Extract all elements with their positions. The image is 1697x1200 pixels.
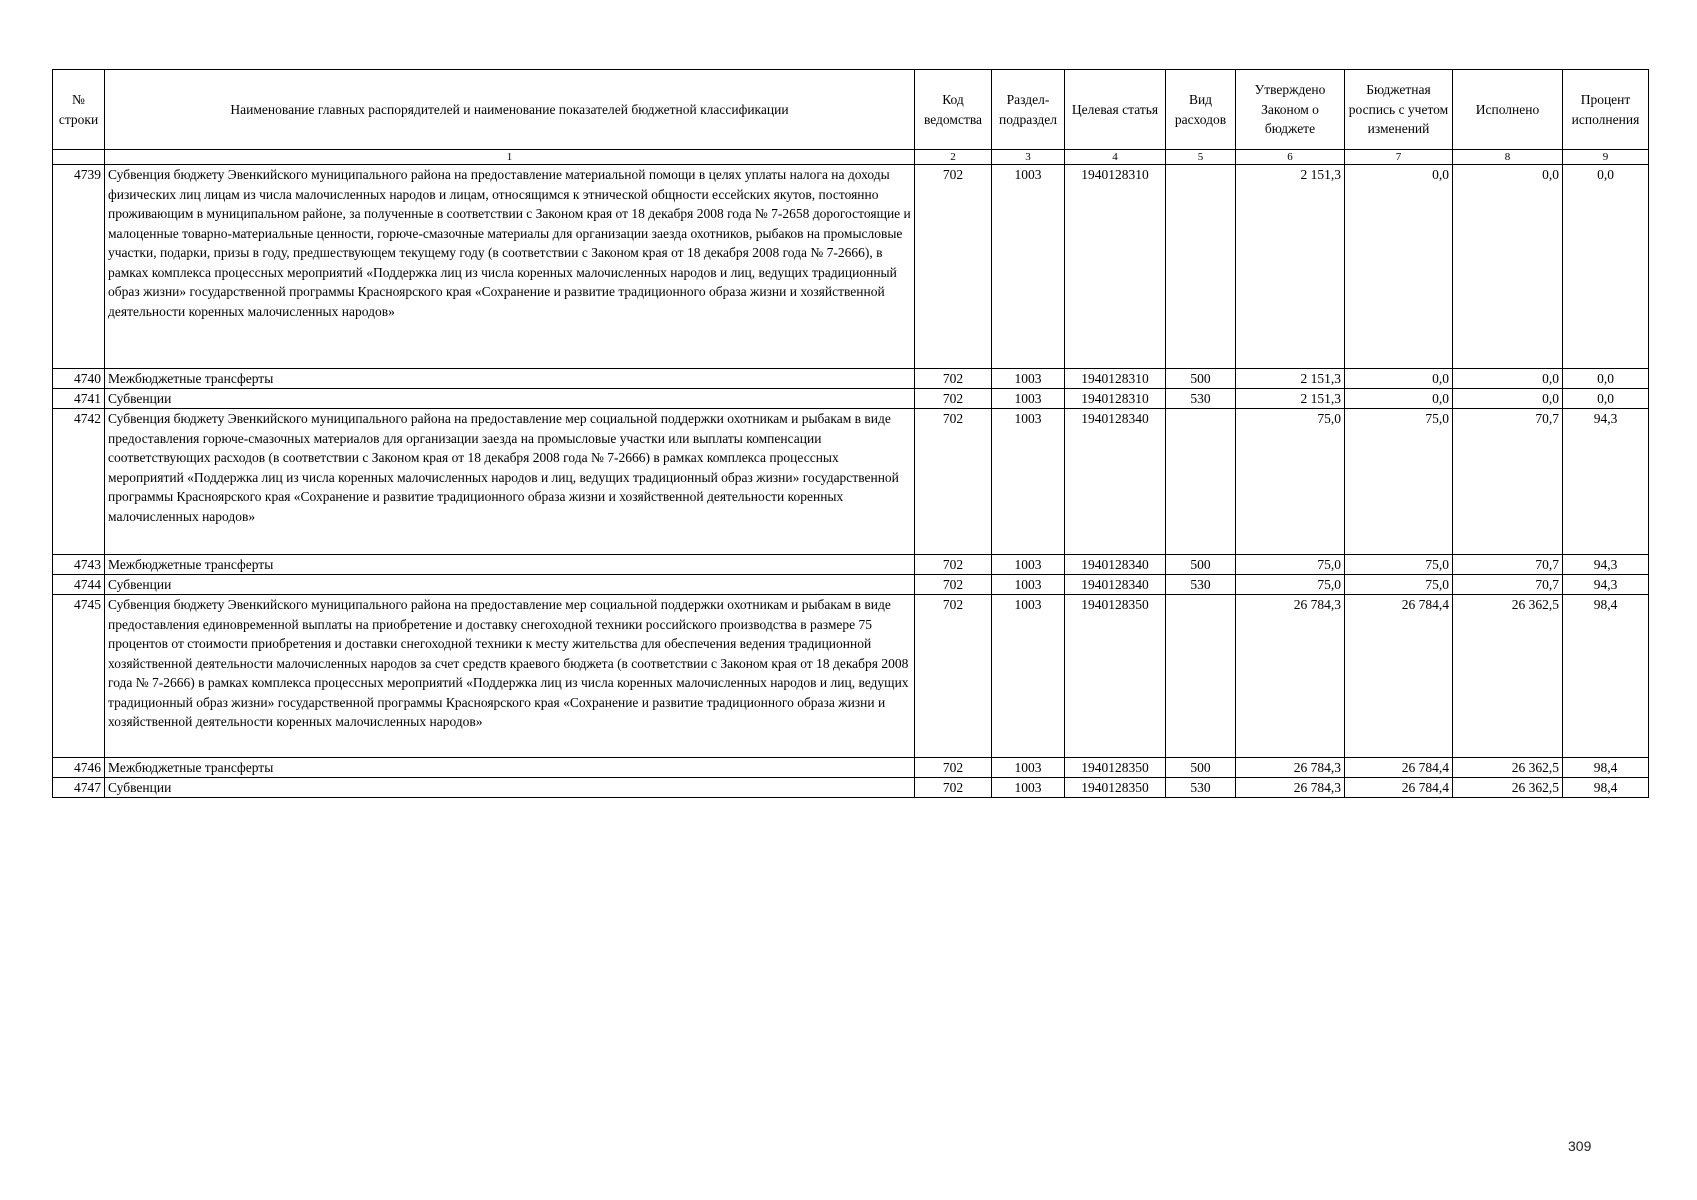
header-section: Раздел-подраздел: [992, 70, 1065, 150]
column-number: 1: [105, 150, 915, 165]
row-number: 4744: [53, 575, 105, 595]
executed-value: 0,0: [1453, 165, 1563, 369]
row-name: Межбюджетные трансферты: [105, 369, 915, 389]
row-name: Субвенция бюджету Эвенкийского муниципального района на предоставление материальной помощи в целях уплаты налога на доходы физических лиц лицам из числа малочисленных народов и лицам, относящимся к этнической общности ессейских якутов, постоянно проживающим в муниципальном районе, за полученные в соответствии с Законом края от 18 декабря 2008 года № 7-2658 дорогостоящие и малоценные товарно-материальные ценности, горюче-смазочные материалы для организации заезда охотников, рыбаков на промысловые участки, подарки, призы в году, предшествующем текущему году (в соответствии с Законом края от 18 декабря 2008 года № 7-2666), в рамках комплекса процессных мероприятий «Поддержка лиц из числа коренных малочисленных народов и лиц, ведущих традиционный образ жизни» государственной программы Красноярского края «Сохранение и развитие традиционного образа жизни и хозяйственной деятельности коренных малочисленных народов»: [105, 165, 915, 369]
schedule-value: 75,0: [1345, 575, 1453, 595]
section-code: 1003: [992, 369, 1065, 389]
section-code: 1003: [992, 165, 1065, 369]
section-code: 1003: [992, 575, 1065, 595]
executed-value: 70,7: [1453, 409, 1563, 555]
expense-kind: 500: [1166, 555, 1236, 575]
schedule-value: 0,0: [1345, 369, 1453, 389]
section-code: 1003: [992, 758, 1065, 778]
schedule-value: 0,0: [1345, 389, 1453, 409]
row-number: 4745: [53, 595, 105, 758]
percent-value: 94,3: [1563, 575, 1649, 595]
column-number: 8: [1453, 150, 1563, 165]
expense-kind: [1166, 595, 1236, 758]
target-item: 1940128350: [1065, 595, 1166, 758]
target-item: 1940128350: [1065, 758, 1166, 778]
column-number: 2: [915, 150, 992, 165]
executed-value: 26 362,5: [1453, 758, 1563, 778]
approved-value: 75,0: [1236, 409, 1345, 555]
expense-kind: 500: [1166, 369, 1236, 389]
schedule-value: 26 784,4: [1345, 778, 1453, 798]
table-row: [53, 369, 1649, 389]
approved-value: 2 151,3: [1236, 165, 1345, 369]
section-code: 1003: [992, 555, 1065, 575]
header-dept-code: Код ведомства: [915, 70, 992, 150]
approved-value: 2 151,3: [1236, 389, 1345, 409]
dept-code: 702: [915, 389, 992, 409]
approved-value: 75,0: [1236, 575, 1345, 595]
header-target-item: Целевая статья: [1065, 70, 1166, 150]
percent-value: 0,0: [1563, 165, 1649, 369]
table-row: [53, 389, 1649, 409]
target-item: 1940128340: [1065, 575, 1166, 595]
dept-code: 702: [915, 555, 992, 575]
section-code: 1003: [992, 389, 1065, 409]
row-number: 4739: [53, 165, 105, 369]
expense-kind: 530: [1166, 575, 1236, 595]
table-row: [53, 575, 1649, 595]
dept-code: 702: [915, 369, 992, 389]
approved-value: 2 151,3: [1236, 369, 1345, 389]
expense-kind: 530: [1166, 778, 1236, 798]
table-row: [53, 595, 1649, 758]
percent-value: 98,4: [1563, 778, 1649, 798]
column-number: 7: [1345, 150, 1453, 165]
schedule-value: 75,0: [1345, 409, 1453, 555]
row-number: 4743: [53, 555, 105, 575]
percent-value: 98,4: [1563, 595, 1649, 758]
target-item: 1940128310: [1065, 369, 1166, 389]
table-row: [53, 778, 1649, 798]
row-name: Субвенции: [105, 389, 915, 409]
column-number: 9: [1563, 150, 1649, 165]
header-row-number: № строки: [53, 70, 105, 150]
row-name: Субвенции: [105, 575, 915, 595]
row-number: 4741: [53, 389, 105, 409]
executed-value: 0,0: [1453, 369, 1563, 389]
dept-code: 702: [915, 778, 992, 798]
section-code: 1003: [992, 409, 1065, 555]
row-name: Субвенция бюджету Эвенкийского муниципального района на предоставление мер социальной поддержки охотникам и рыбакам в виде предоставления горюче-смазочных материалов для организации заезда на промысловые участки или выплаты компенсации соответствующих расходов (в соответствии с Законом края от 18 декабря 2008 года № 7-2666) в рамках комплекса процессных мероприятий «Поддержка лиц из числа коренных малочисленных народов и лиц, ведущих традиционный образ жизни» государственной программы Красноярского края «Сохранение и развитие традиционного образа жизни и хозяйственной деятельности коренных малочисленных народов»: [105, 409, 915, 555]
column-number: 6: [1236, 150, 1345, 165]
schedule-value: 26 784,4: [1345, 595, 1453, 758]
header-percent: Процент исполнения: [1563, 70, 1649, 150]
schedule-value: 26 784,4: [1345, 758, 1453, 778]
column-number: [53, 150, 105, 165]
table-row: [53, 409, 1649, 555]
executed-value: 70,7: [1453, 575, 1563, 595]
table-row: [53, 758, 1649, 778]
page-number: 309: [1568, 1138, 1592, 1154]
header-schedule: Бюджетная роспись с учетом изменений: [1345, 70, 1453, 150]
target-item: 1940128350: [1065, 778, 1166, 798]
expense-kind: [1166, 165, 1236, 369]
target-item: 1940128310: [1065, 389, 1166, 409]
column-number: 5: [1166, 150, 1236, 165]
header-approved: Утверждено Законом о бюджете: [1236, 70, 1345, 150]
percent-value: 0,0: [1563, 369, 1649, 389]
expense-kind: 500: [1166, 758, 1236, 778]
approved-value: 75,0: [1236, 555, 1345, 575]
approved-value: 26 784,3: [1236, 595, 1345, 758]
column-number: 4: [1065, 150, 1166, 165]
approved-value: 26 784,3: [1236, 758, 1345, 778]
header-executed: Исполнено: [1453, 70, 1563, 150]
table-header-row: [53, 70, 1649, 150]
percent-value: 94,3: [1563, 555, 1649, 575]
table-row: [53, 165, 1649, 369]
expense-kind: 530: [1166, 389, 1236, 409]
row-name: Субвенция бюджету Эвенкийского муниципального района на предоставление мер социальной поддержки охотникам и рыбакам в виде предоставления единовременной выплаты на приобретение и доставку снегоходной техники российского производства в размере 75 процентов от стоимости приобретения и доставки снегоходной техники к месту жительства для обеспечения ведения традиционной хозяйственной деятельности малочисленных народов за счет средств краевого бюджета (в соответствии с Законом края от 18 декабря 2008 года № 7-2666) в рамках комплекса процессных мероприятий «Поддержка лиц из числа коренных малочисленных народов и лиц, ведущих традиционный образ жизни» государственной программы Красноярского края «Сохранение и развитие традиционного образа жизни и хозяйственной деятельности коренных малочисленных народов»: [105, 595, 915, 758]
dept-code: 702: [915, 758, 992, 778]
section-code: 1003: [992, 595, 1065, 758]
schedule-value: 75,0: [1345, 555, 1453, 575]
column-number-row: [53, 150, 1649, 165]
row-name: Межбюджетные трансферты: [105, 555, 915, 575]
column-number: 3: [992, 150, 1065, 165]
approved-value: 26 784,3: [1236, 778, 1345, 798]
dept-code: 702: [915, 575, 992, 595]
executed-value: 26 362,5: [1453, 778, 1563, 798]
section-code: 1003: [992, 778, 1065, 798]
row-number: 4746: [53, 758, 105, 778]
expense-kind: [1166, 409, 1236, 555]
target-item: 1940128340: [1065, 409, 1166, 555]
executed-value: 70,7: [1453, 555, 1563, 575]
header-name: Наименование главных распорядителей и наименование показателей бюджетной классификации: [105, 70, 915, 150]
percent-value: 94,3: [1563, 409, 1649, 555]
row-name: Субвенции: [105, 778, 915, 798]
dept-code: 702: [915, 409, 992, 555]
schedule-value: 0,0: [1345, 165, 1453, 369]
percent-value: 0,0: [1563, 389, 1649, 409]
header-expense-kind: Вид расходов: [1166, 70, 1236, 150]
dept-code: 702: [915, 595, 992, 758]
percent-value: 98,4: [1563, 758, 1649, 778]
row-number: 4742: [53, 409, 105, 555]
dept-code: 702: [915, 165, 992, 369]
row-number: 4747: [53, 778, 105, 798]
row-number: 4740: [53, 369, 105, 389]
executed-value: 26 362,5: [1453, 595, 1563, 758]
table-row: [53, 555, 1649, 575]
target-item: 1940128310: [1065, 165, 1166, 369]
target-item: 1940128340: [1065, 555, 1166, 575]
executed-value: 0,0: [1453, 389, 1563, 409]
row-name: Межбюджетные трансферты: [105, 758, 915, 778]
budget-table: [52, 69, 1649, 798]
